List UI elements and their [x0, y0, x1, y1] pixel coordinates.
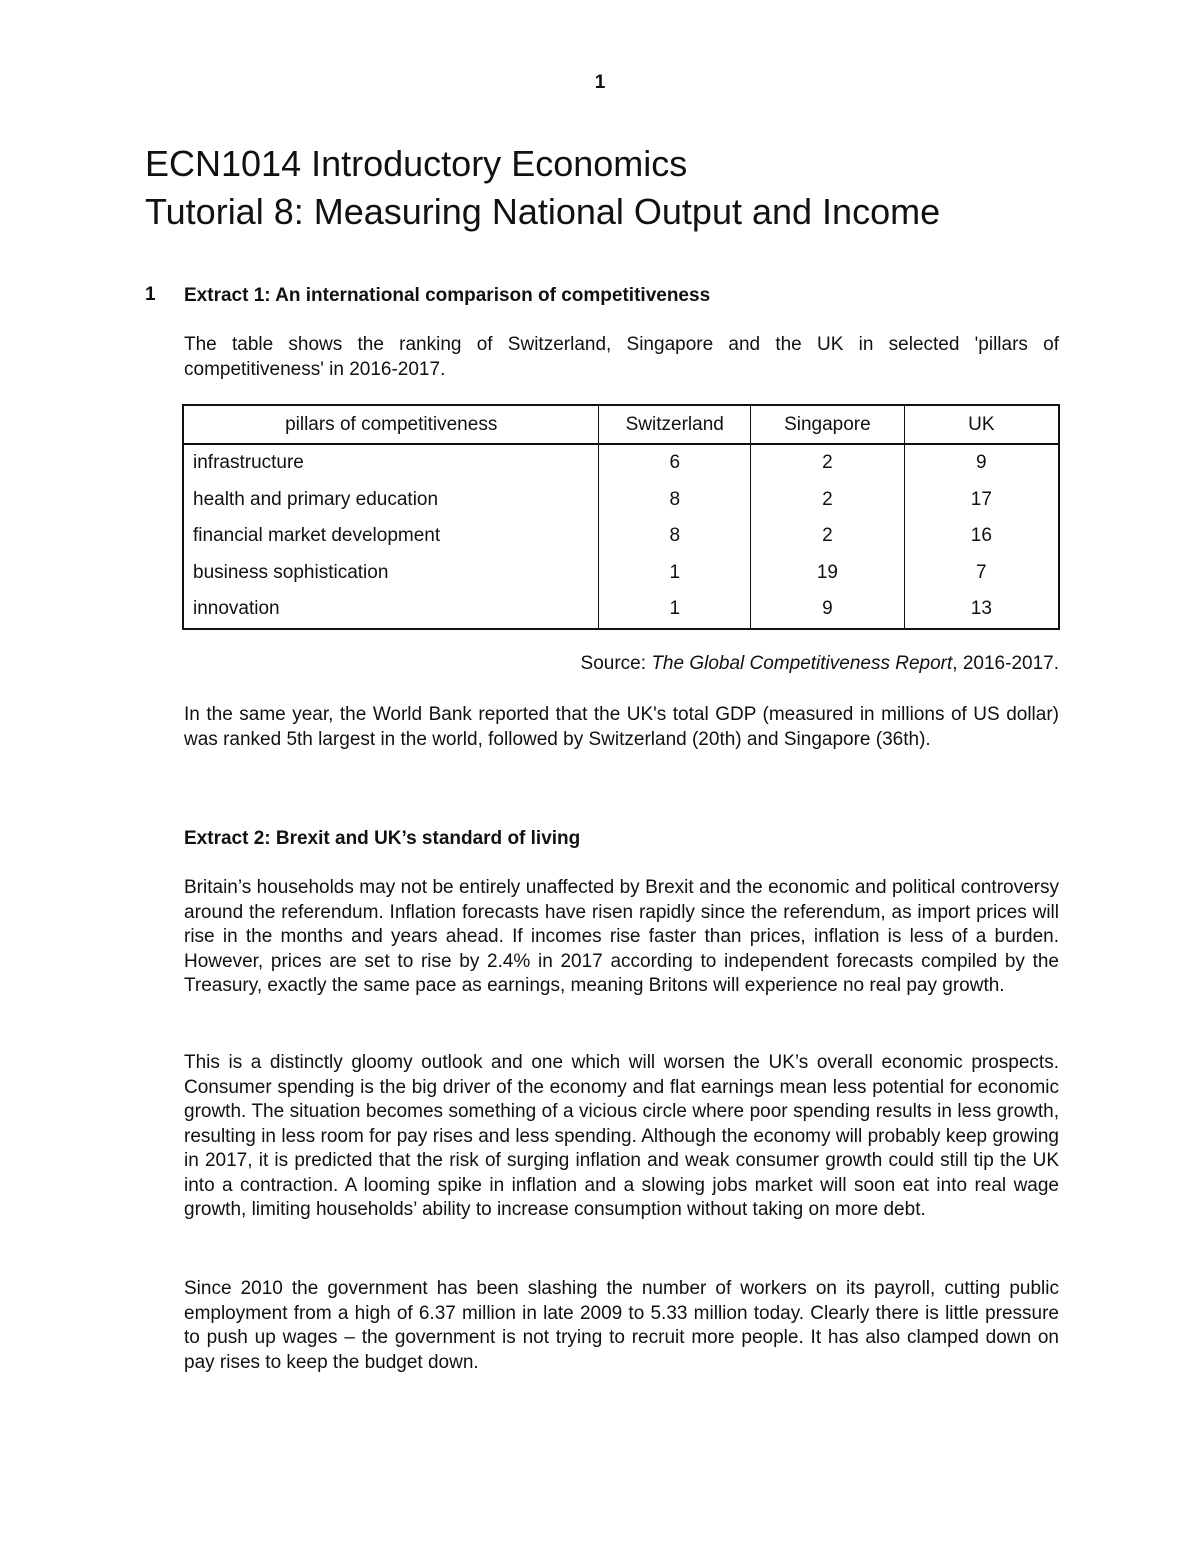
column-header-singapore: Singapore: [751, 405, 905, 444]
table-header-row: [183, 405, 1059, 444]
table-row: [183, 555, 1059, 592]
uk-rank: 7: [904, 555, 1059, 592]
singapore-rank: 2: [751, 518, 905, 555]
table-row: [183, 518, 1059, 555]
tutorial-title: Tutorial 8: Measuring National Output and Income: [145, 191, 941, 232]
uk-rank: 17: [904, 482, 1059, 519]
source-prefix: Source:: [580, 653, 652, 674]
singapore-rank: 19: [751, 555, 905, 592]
table-row: [183, 591, 1059, 629]
singapore-rank: 2: [751, 444, 905, 482]
switzerland-rank: 1: [599, 555, 751, 592]
extract2-heading: Extract 2: Brexit and UK’s standard of living: [184, 828, 581, 849]
pillar-name: financial market development: [183, 518, 599, 555]
page-number: 1: [594, 72, 606, 93]
competitiveness-table: [182, 404, 1060, 630]
table-row: [183, 482, 1059, 519]
extract1-heading: Extract 1: An international comparison of competitiveness: [184, 285, 711, 306]
uk-rank: 16: [904, 518, 1059, 555]
extract2-paragraph: Britain’s households may not be entirely unaffected by Brexit and the economic and political controversy around the referendum. Inflation forecasts have risen rapidly since the referendum, as import prices will rise in the months and years ahead. If incomes rise faster than prices, inflation is less of a burden. However, prices are set to rise by 2.4% in 2017 according to independent forecasts compiled by the Treasury, exactly the same pace as earnings, meaning Britons will experience no real pay growth.: [184, 877, 1059, 996]
extract1-intro: The table shows the ranking of Switzerland, Singapore and the UK in selected 'pillars of competitiveness' in 2016-2017.: [184, 334, 1059, 380]
document-title: [145, 140, 940, 236]
pillar-name: business sophistication: [183, 555, 599, 592]
gdp-ranking-paragraph: In the same year, the World Bank reported that the UK's total GDP (measured in millions of US dollar) was ranked 5th largest in the world, followed by Switzerland (20th) and Singapore (36th).: [184, 704, 1059, 750]
uk-rank: 13: [904, 591, 1059, 629]
pillar-name: infrastructure: [183, 444, 599, 482]
singapore-rank: 9: [751, 591, 905, 629]
uk-rank: 9: [904, 444, 1059, 482]
column-header-switzerland: Switzerland: [599, 405, 751, 444]
pillar-name: health and primary education: [183, 482, 599, 519]
table-source: [581, 653, 1059, 675]
table-row: [183, 444, 1059, 482]
switzerland-rank: 8: [599, 482, 751, 519]
column-header-uk: UK: [904, 405, 1059, 444]
course-title: ECN1014 Introductory Economics: [145, 143, 688, 184]
switzerland-rank: 6: [599, 444, 751, 482]
pillar-name: innovation: [183, 591, 599, 629]
singapore-rank: 2: [751, 482, 905, 519]
column-header-pillars: pillars of competitiveness: [183, 405, 599, 444]
extract2-paragraph: Since 2010 the government has been slashing the number of workers on its payroll, cutting public employment from a high of 6.37 million in late 2009 to 5.33 million today. Clearly there is little pressure to push up wages – the government is not trying to recruit more people. It has also clamped down on pay rises to keep the budget down.: [184, 1278, 1059, 1373]
switzerland-rank: 1: [599, 591, 751, 629]
question-number: 1: [145, 284, 156, 305]
extract2-paragraph: This is a distinctly gloomy outlook and one which will worsen the UK’s overall economic prospects. Consumer spending is the big driver of the economy and flat earnings mean less potential for economic growth. The situation becomes something of a vicious circle where poor spending results in less growth, resulting in less room for pay rises and less spending. Although the economy will probably keep growing in 2017, it is predicted that the risk of surging inflation and weak consumer growth could still tip the UK into a contraction. A looming spike in inflation and a slowing jobs market will soon eat into real wage growth, limiting households’ ability to increase consumption without taking on more debt.: [184, 1052, 1059, 1220]
source-report-title: The Global Competitiveness Report: [651, 653, 953, 674]
source-suffix: , 2016-2017.: [952, 653, 1059, 674]
switzerland-rank: 8: [599, 518, 751, 555]
